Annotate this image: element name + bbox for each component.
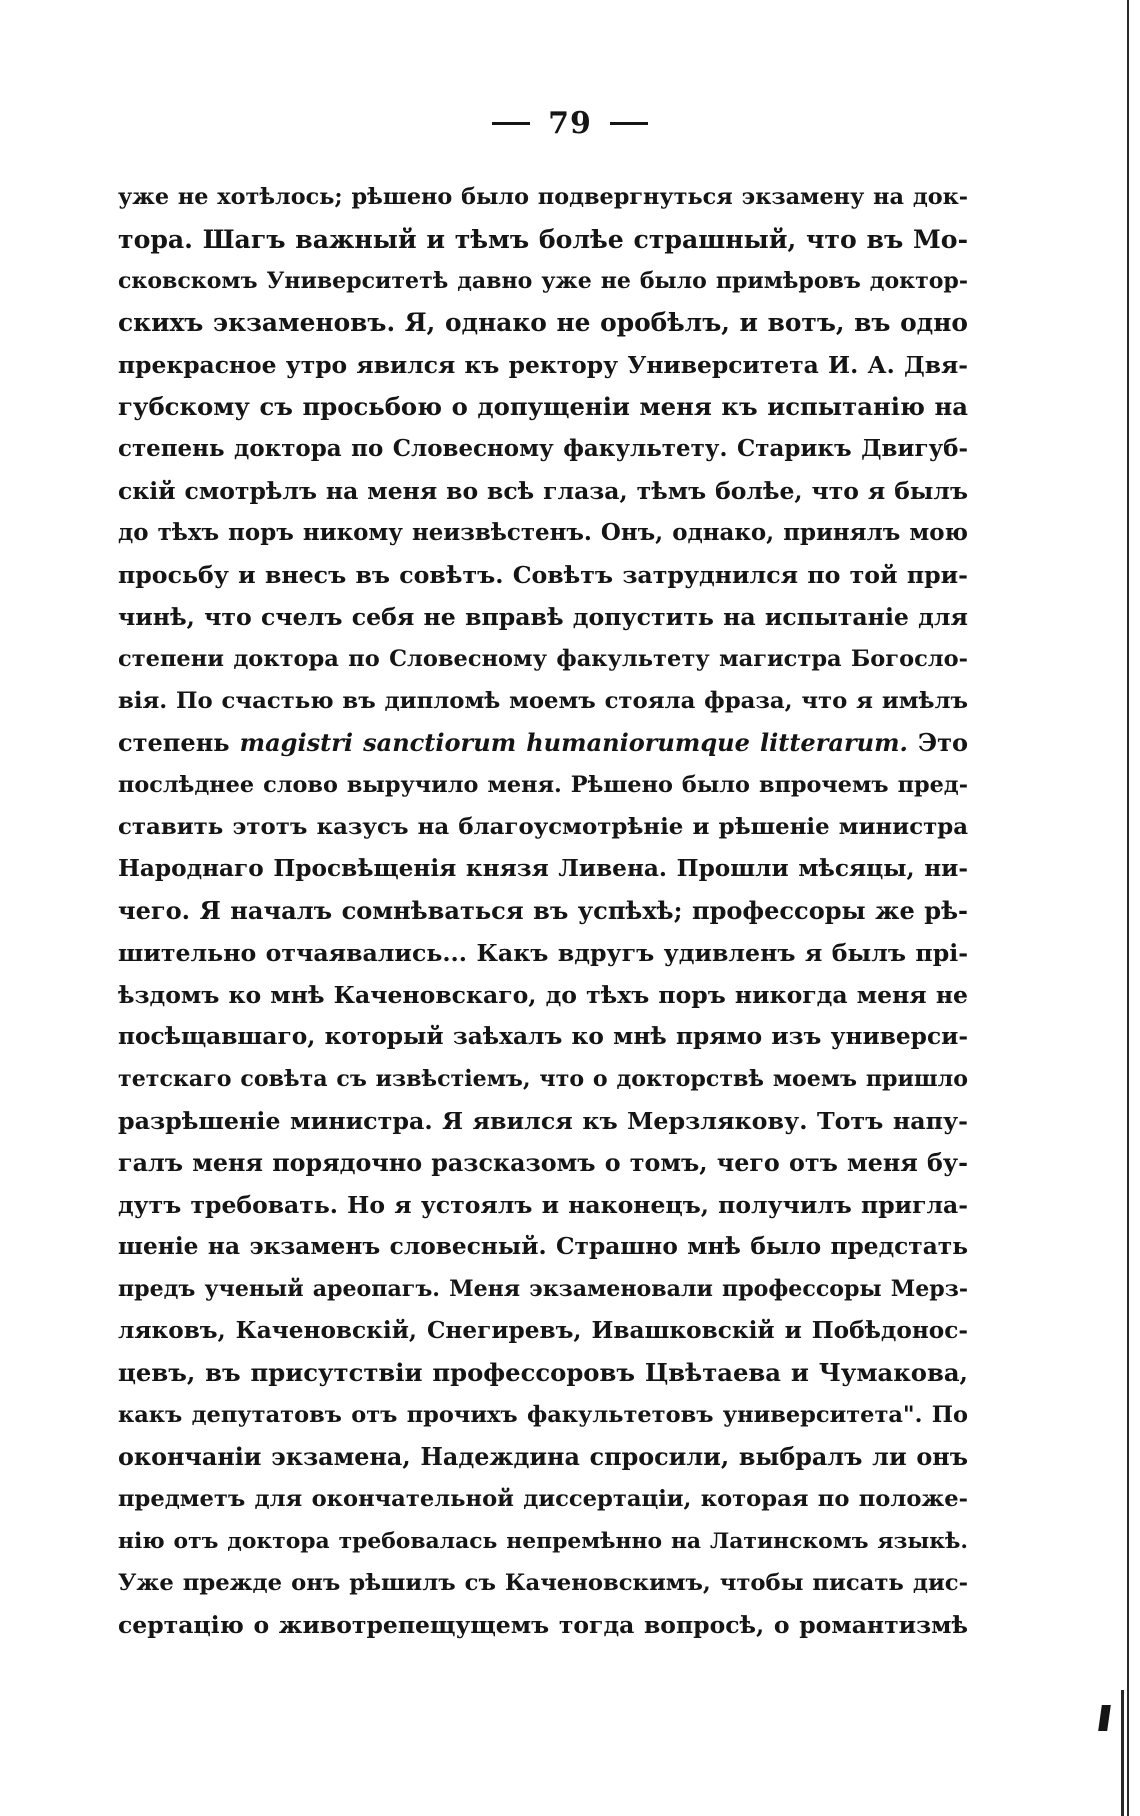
- latin-line-before: степень: [118, 728, 240, 757]
- scan-edge-line: [1127, 0, 1129, 1816]
- text-line: послѣднее слово выручило меня. Рѣшено было впрочемъ пред-: [118, 772, 968, 798]
- text-line: вія. По счастью въ дипломѣ моемъ стояла фраза, что я имѣлъ: [118, 688, 968, 714]
- scan-edge-line-lower: [1121, 1690, 1124, 1816]
- text-line: дутъ требовать. Но я устоялъ и наконецъ, получилъ пригла-: [118, 1191, 968, 1219]
- text-line: сковскомъ Университетѣ давно уже не было примѣровъ доктор-: [118, 268, 968, 294]
- body-text: [118, 176, 968, 1646]
- text-line: губскому съ просьбою о допущеніи меня къ испытанію на: [118, 392, 968, 421]
- text-line: окончаніи экзамена, Надеждина спросили, выбралъ ли онъ: [118, 1443, 968, 1471]
- text-line: нію отъ доктора требовалась непремѣнно на Латинскомъ языкѣ.: [118, 1528, 968, 1554]
- text-line: Народнаго Просвѣщенія князя Ливена. Прошли мѣсяцы, ни-: [118, 855, 968, 882]
- scan-mark: [1098, 1705, 1111, 1731]
- text-line: цевъ, въ присутствіи профессоровъ Цвѣтаева и Чумакова,: [118, 1358, 968, 1387]
- text-line: посѣщавшаго, который заѣхалъ ко мнѣ прямо изъ универси-: [118, 1023, 968, 1050]
- text-line: предъ ученый ареопагъ. Меня экзаменовали профессоры Мерз-: [118, 1276, 968, 1302]
- text-line: какъ депутатовъ отъ прочихъ факультетовъ университета". По: [118, 1402, 968, 1428]
- text-line: ѣздомъ ко мнѣ Каченовскаго, до тѣхъ поръ никогда меня не: [118, 981, 968, 1009]
- text-line: скій смотрѣлъ на меня во всѣ глаза, тѣмъ болѣе, что я былъ: [118, 477, 968, 505]
- page-number: [0, 106, 1140, 141]
- text-line: предметъ для окончательной диссертаціи, которая по положе-: [118, 1486, 968, 1512]
- text-line: прекрасное утро явился къ ректору Университета И. А. Двя-: [118, 351, 968, 379]
- text-line: степени доктора по Словесному факультету магистра Богосло-: [118, 646, 968, 672]
- text-line: до тѣхъ поръ никому неизвѣстенъ. Онъ, однако, принялъ мою: [118, 519, 968, 546]
- text-line: просьбу и внесъ въ совѣтъ. Совѣтъ затруднился по той при-: [118, 561, 968, 589]
- text-line: разрѣшеніе министра. Я явился къ Мерзлякову. Тотъ напу-: [118, 1107, 968, 1135]
- text-line: чего. Я началъ сомнѣваться въ успѣхѣ; профессоры же рѣ-: [118, 896, 968, 925]
- text-line: ставить этотъ казусъ на благоусмотрѣніе и рѣшеніе министра: [118, 814, 968, 840]
- page-number-value: 79: [548, 106, 592, 141]
- text-line: сертацію о животрепещущемъ тогда вопросѣ, о романтизмѣ: [118, 1611, 968, 1639]
- text-line: шительно отчаявались... Какъ вдругъ удивленъ я былъ прі-: [118, 939, 968, 967]
- latin-line-after: Это: [907, 728, 969, 757]
- text-line: галъ меня порядочно разсказомъ о томъ, чего отъ меня бу-: [118, 1149, 968, 1177]
- text-line: степень доктора по Словесному факультету. Старикъ Двигуб-: [118, 435, 968, 462]
- text-line: тетскаго совѣта съ извѣстіемъ, что о докторствѣ моемъ пришло: [118, 1066, 968, 1092]
- page-number-dash-left: [492, 122, 530, 125]
- text-line: тора. Шагъ важный и тѣмъ болѣе страшный, что въ Мо-: [118, 224, 968, 254]
- text-line: уже не хотѣлось; рѣшено было подвергнуться экзамену на док-: [118, 184, 968, 210]
- text-line: Уже прежде онъ рѣшилъ съ Каченовскимъ, чтобы писать дис-: [118, 1570, 968, 1596]
- text-line: чинѣ, что счелъ себя не вправѣ допустить на испытаніе для: [118, 603, 968, 631]
- text-line: ляковъ, Каченовскій, Снегиревъ, Ивашковскій и Побѣдонос-: [118, 1317, 968, 1344]
- page-number-dash-right: [610, 122, 648, 125]
- latin-phrase: magistri sanctiorum humaniorumque litterarum.: [239, 728, 908, 757]
- text-line: скихъ экзаменовъ. Я, однако не оробѣлъ, и вотъ, въ одно: [118, 308, 968, 337]
- text-line: шеніе на экзаменъ словесный. Страшно мнѣ было предстать: [118, 1233, 968, 1260]
- text-line-latin: [118, 722, 968, 764]
